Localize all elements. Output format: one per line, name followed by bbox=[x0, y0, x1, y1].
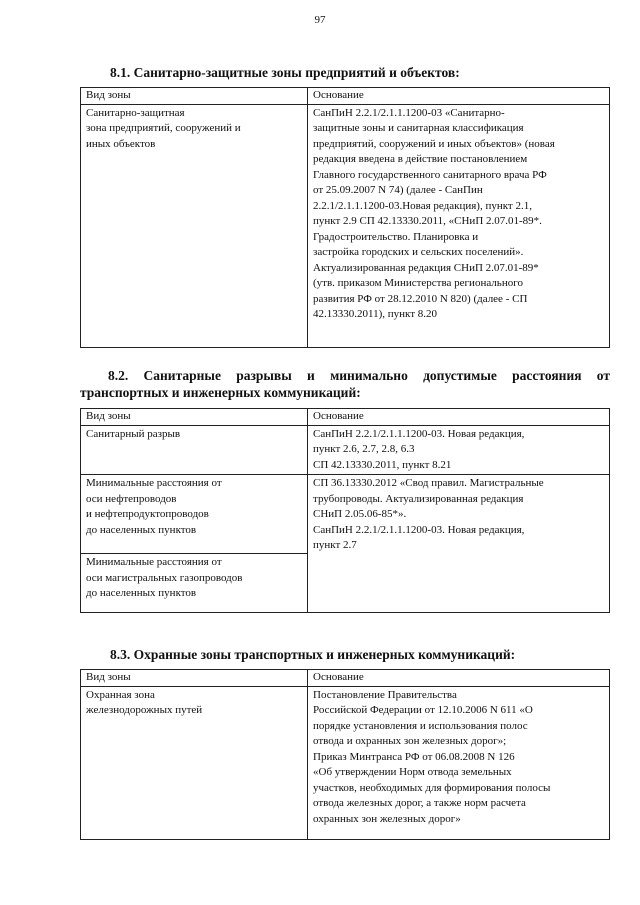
cell-basis: СанПиН 2.2.1/2.1.1.1200-03 «Санитарно- защитные зоны и санитарная классификация предприятий, сооружений и иных объектов» (новая редакция введена в действие постановлением Главного государственного санитарного врача РФ от 25.09.2007 N 74) (далее - СанПин 2.2.1/2.1.1.1200-03.Новая редакция), пункт 2.1, пункт 2.9 СП 42.13330.2011, «СНиП 2.07.01-89*. Градостроительство. Планировка и застройка городских и сельских поселений». Актуализированная редакция СНиП 2.07.01-89* (утв. приказом Министерства регионального развития РФ от 28.12.2010 N 820) (далее - СП 42.13330.2011), пункт 8.20 bbox=[308, 104, 610, 347]
table-sanitary-protection-zones bbox=[80, 87, 610, 348]
header-kind: Вид зоны bbox=[81, 409, 308, 426]
cell-kind: Минимальные расстояния от оси магистральных газопроводов до населенных пунктов bbox=[81, 554, 308, 613]
cell-kind: Охранная зона железнодорожных путей bbox=[81, 686, 308, 839]
header-kind: Вид зоны bbox=[81, 88, 308, 105]
cell-kind: Минимальные расстояния от оси нефтепроводов и нефтепродуктопроводов до населенных пунктов bbox=[81, 475, 308, 554]
cell-basis: СП 36.13330.2012 «Свод правил. Магистральные трубопроводы. Актуализированная редакция СНиП 2.05.06-85*». СанПиН 2.2.1/2.1.1.1200-03. Новая редакция, пункт 2.7 bbox=[308, 475, 610, 613]
cell-basis: Постановление Правительства Российской Федерации от 12.10.2006 N 611 «О порядке установления и использования полос отвода и охранных зон железных дорог»; Приказ Минтранса РФ от 06.08.2008 N 126 «Об утверждении Норм отвода земельных участков, необходимых для формирования полосы отвода железных дорог, а также норм расчета охранных зон железных дорог» bbox=[308, 686, 610, 839]
table-protected-zones bbox=[80, 669, 610, 840]
table-header-row bbox=[81, 670, 610, 687]
cell-basis: СанПиН 2.2.1/2.1.1.1200-03. Новая редакция, пункт 2.6, 2.7, 2.8, 6.3 СП 42.13330.2011, пункт 8.21 bbox=[308, 425, 610, 475]
table-header-row bbox=[81, 88, 610, 105]
header-basis: Основание bbox=[308, 88, 610, 105]
cell-kind: Санитарный разрыв bbox=[81, 425, 308, 475]
header-basis: Основание bbox=[308, 670, 610, 687]
table-row bbox=[81, 425, 610, 475]
header-basis: Основание bbox=[308, 409, 610, 426]
page-number: 97 bbox=[314, 14, 326, 26]
cell-kind: Санитарно-защитная зона предприятий, сооружений и иных объектов bbox=[81, 104, 308, 347]
table-row bbox=[81, 104, 610, 347]
table-row bbox=[81, 686, 610, 839]
table-header-row bbox=[81, 409, 610, 426]
section-title-8-2: 8.2. Санитарные разрывы и минимально допустимые расстояния от транспортных и инженерных коммуникаций: bbox=[80, 368, 610, 400]
header-kind: Вид зоны bbox=[81, 670, 308, 687]
table-row bbox=[81, 475, 610, 554]
table-sanitary-gaps bbox=[80, 408, 610, 613]
section-title-8-3: 8.3. Охранные зоны транспортных и инженерных коммуникаций: bbox=[110, 647, 516, 662]
section-title-8-1: 8.1. Санитарно-защитные зоны предприятий и объектов: bbox=[110, 65, 460, 80]
